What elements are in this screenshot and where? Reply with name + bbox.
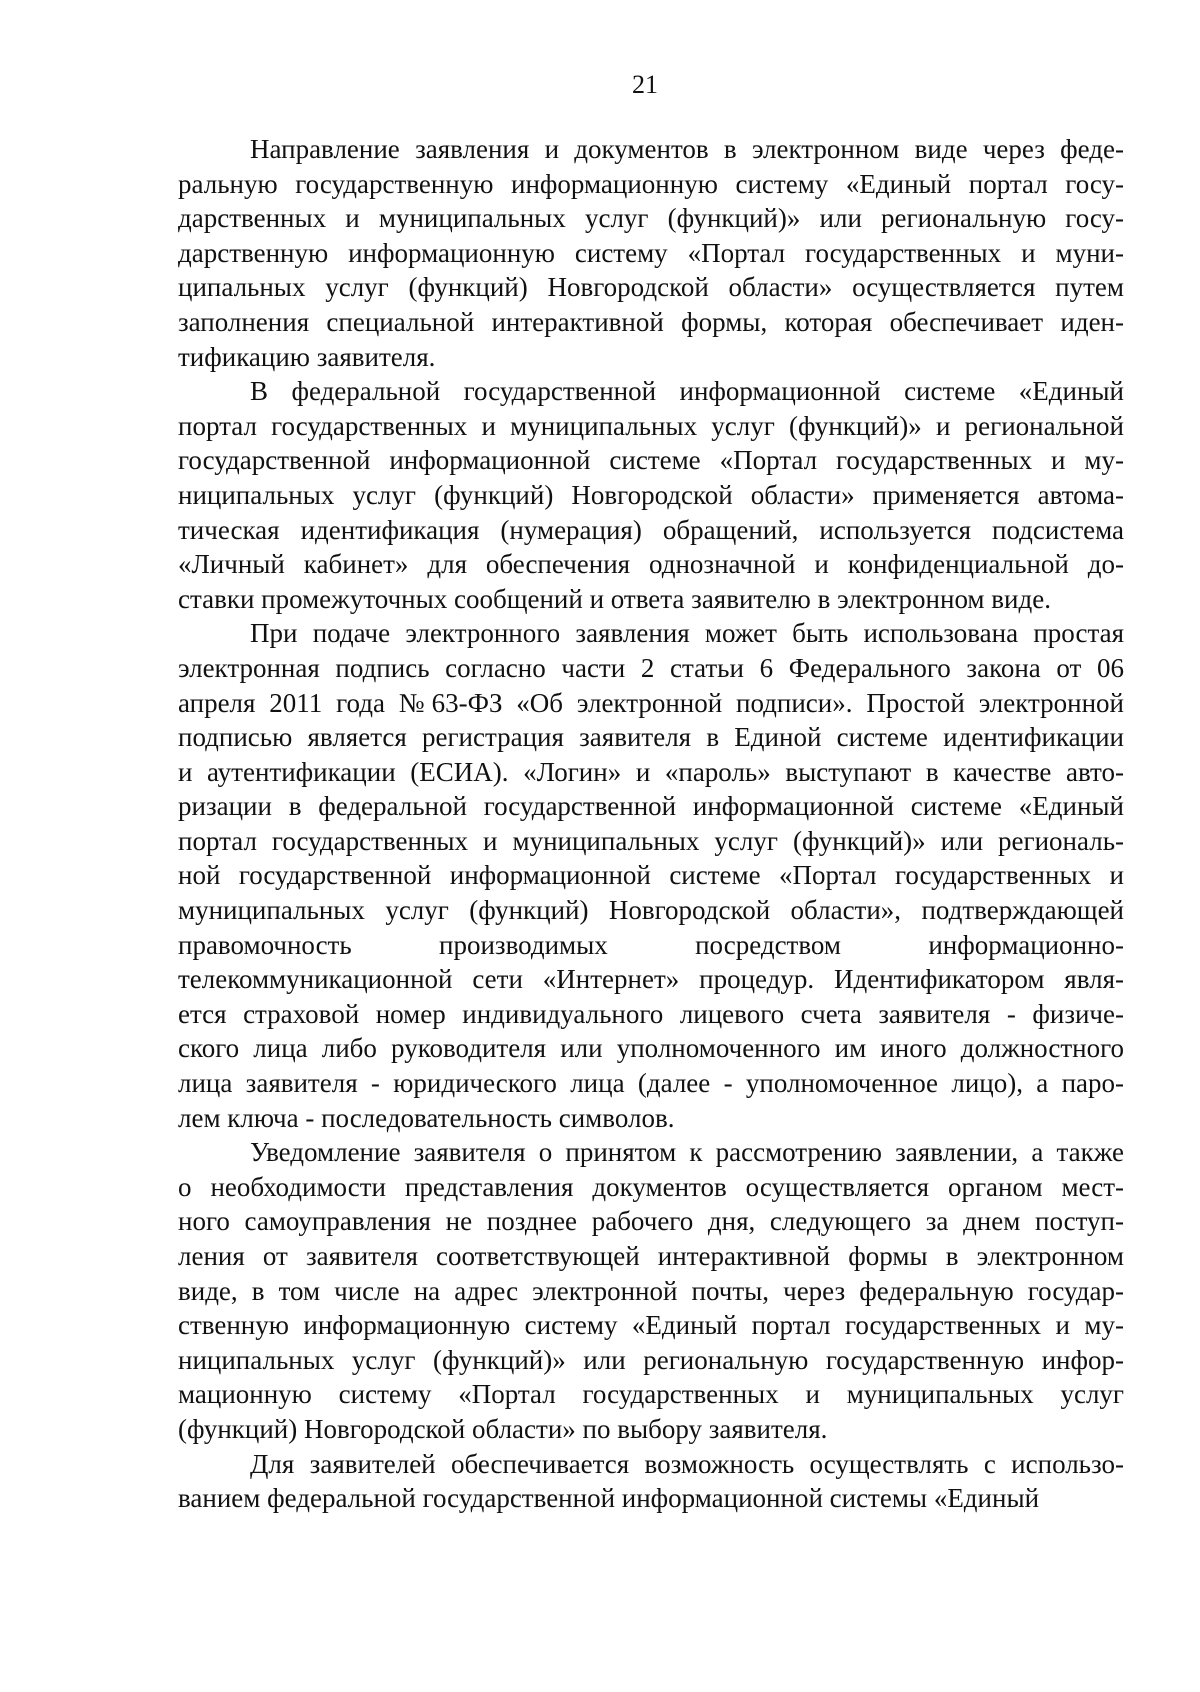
text-line: и аутентификации (ЕСИА). «Логин» и «пароль» выступают в качестве авто- <box>178 756 1124 787</box>
paragraph <box>178 1135 1124 1446</box>
text-line: о необходимости представления документов осуществляется органом мест- <box>178 1171 1124 1202</box>
text-line: ниципальных услуг (функций)» или региональную государственную инфор- <box>178 1344 1124 1375</box>
text-line: Для заявителей обеспечивается возможность осуществлять с использо- <box>250 1448 1124 1479</box>
text-line: ральную государственную информационную систему «Единый портал госу- <box>178 168 1124 199</box>
document-body <box>178 132 1124 1516</box>
text-line: апреля 2011 года №63-ФЗ «Об электронной подписи». Простой электронной <box>178 687 1124 718</box>
text-line: ризации в федеральной государственной информационной системе «Единый <box>178 791 1124 822</box>
text-line: При подаче электронного заявления может быть использована простая <box>250 618 1124 649</box>
text-line: портал государственных и муниципальных услуг (функций)» или региональ- <box>178 825 1124 856</box>
text-line: ского лица либо руководителя или уполномоченного им иного должностного <box>178 1033 1124 1064</box>
text-line: виде, в том числе на адрес электронной почты, через федеральную государ- <box>178 1275 1124 1306</box>
text-line: ления от заявителя соответствующей интерактивной формы в электронном <box>178 1241 1124 1271</box>
text-line: Уведомление заявителя о принятом к рассмотрению заявлении, а также <box>250 1137 1124 1168</box>
text-line: муниципальных услуг (функций) Новгородской области», подтверждающей <box>178 895 1124 926</box>
text-line: ственную информационную систему «Единый портал государственных и му- <box>178 1310 1124 1341</box>
text-line: лем ключа - последовательность символов. <box>178 1102 675 1133</box>
page-number: 21 <box>632 70 658 99</box>
text-line: ставки промежуточных сообщений и ответа заявителю в электронном виде. <box>178 583 1051 614</box>
text-line: мационную систему «Портал государственных и муниципальных услуг <box>178 1379 1124 1410</box>
text-line: портал государственных и муниципальных услуг (функций)» и региональной <box>178 410 1124 441</box>
text-line: ется страховой номер индивидуального лицевого счета заявителя - физиче- <box>178 998 1124 1029</box>
text-line: тическая идентификация (нумерация) обращений, используется подсистема <box>178 514 1124 545</box>
paragraph <box>178 1447 1124 1516</box>
text-line: ного самоуправления не позднее рабочего дня, следующего за днем поступ- <box>178 1206 1124 1237</box>
text-line: электронная подпись согласно части 2 статьи 6 Федерального закона от 06 <box>178 652 1124 683</box>
paragraph <box>178 374 1124 616</box>
text-line: «Личный кабинет» для обеспечения однозначной и конфиденциальной до- <box>178 549 1124 580</box>
text-line: ципальных услуг (функций) Новгородской области» осуществляется путем <box>178 272 1124 303</box>
text-line: заполнения специальной интерактивной формы, которая обеспечивает иден- <box>178 306 1124 337</box>
text-line: дарственных и муниципальных услуг (функций)» или региональную госу- <box>178 203 1124 234</box>
text-line: ванием федеральной государственной информационной системы «Единый <box>178 1483 1040 1514</box>
text-line: телекоммуникационной сети «Интернет» процедур. Идентификатором явля- <box>178 964 1124 995</box>
text-line: Направление заявления и документов в электронном виде через феде- <box>250 134 1124 164</box>
text-line: (функций) Новгородской области» по выбору заявителя. <box>178 1413 828 1444</box>
text-line: правомочность производимых посредством информационно- <box>178 929 1124 960</box>
paragraph <box>178 616 1124 1135</box>
paragraph <box>178 132 1124 374</box>
text-line: В федеральной государственной информационной системе «Единый <box>250 376 1124 407</box>
text-line: ной государственной информационной системе «Портал государственных и <box>178 860 1124 891</box>
text-line: государственной информационной системе «Портал государственных и му- <box>178 445 1124 476</box>
text-line: ниципальных услуг (функций) Новгородской области» применяется автома- <box>178 479 1124 510</box>
text-line: дарственную информационную систему «Портал государственных и муни- <box>178 237 1124 268</box>
text-line: лица заявителя - юридического лица (далее - уполномоченное лицо), а паро- <box>178 1068 1124 1099</box>
text-line: тификацию заявителя. <box>178 341 436 372</box>
text-line: подписью является регистрация заявителя в Единой системе идентификации <box>178 722 1124 753</box>
